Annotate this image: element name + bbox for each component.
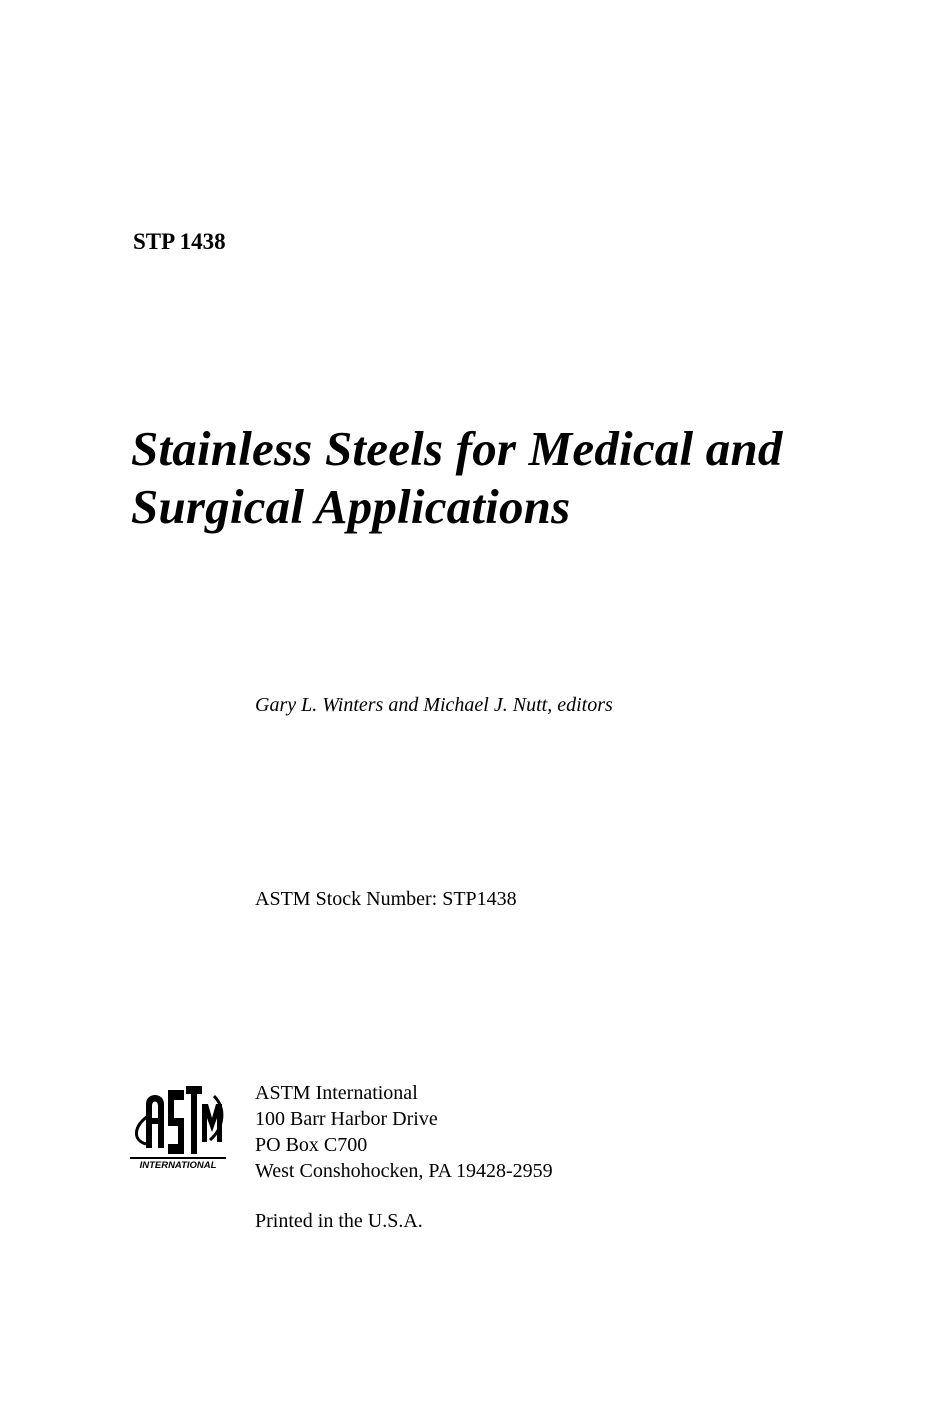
editors-line: Gary L. Winters and Michael J. Nutt, editors xyxy=(255,694,613,716)
publisher-name: ASTM International xyxy=(255,1082,418,1104)
publisher-address xyxy=(255,1080,553,1184)
stock-number: ASTM Stock Number: STP1438 xyxy=(255,888,517,910)
printed-in: Printed in the U.S.A. xyxy=(255,1210,423,1232)
astm-logo-icon xyxy=(126,1078,230,1170)
publisher-po-box: PO Box C700 xyxy=(255,1134,368,1156)
book-title-line-1: Stainless Steels for Medical and xyxy=(131,421,783,476)
book-title-line-2: Surgical Applications xyxy=(131,479,571,534)
svg-text:INTERNATIONAL: INTERNATIONAL xyxy=(139,1160,217,1170)
stp-number: STP 1438 xyxy=(133,229,226,254)
publisher-city: West Conshohocken, PA 19428-2959 xyxy=(255,1160,553,1182)
book-title xyxy=(131,420,783,536)
publisher-street: 100 Barr Harbor Drive xyxy=(255,1108,438,1130)
